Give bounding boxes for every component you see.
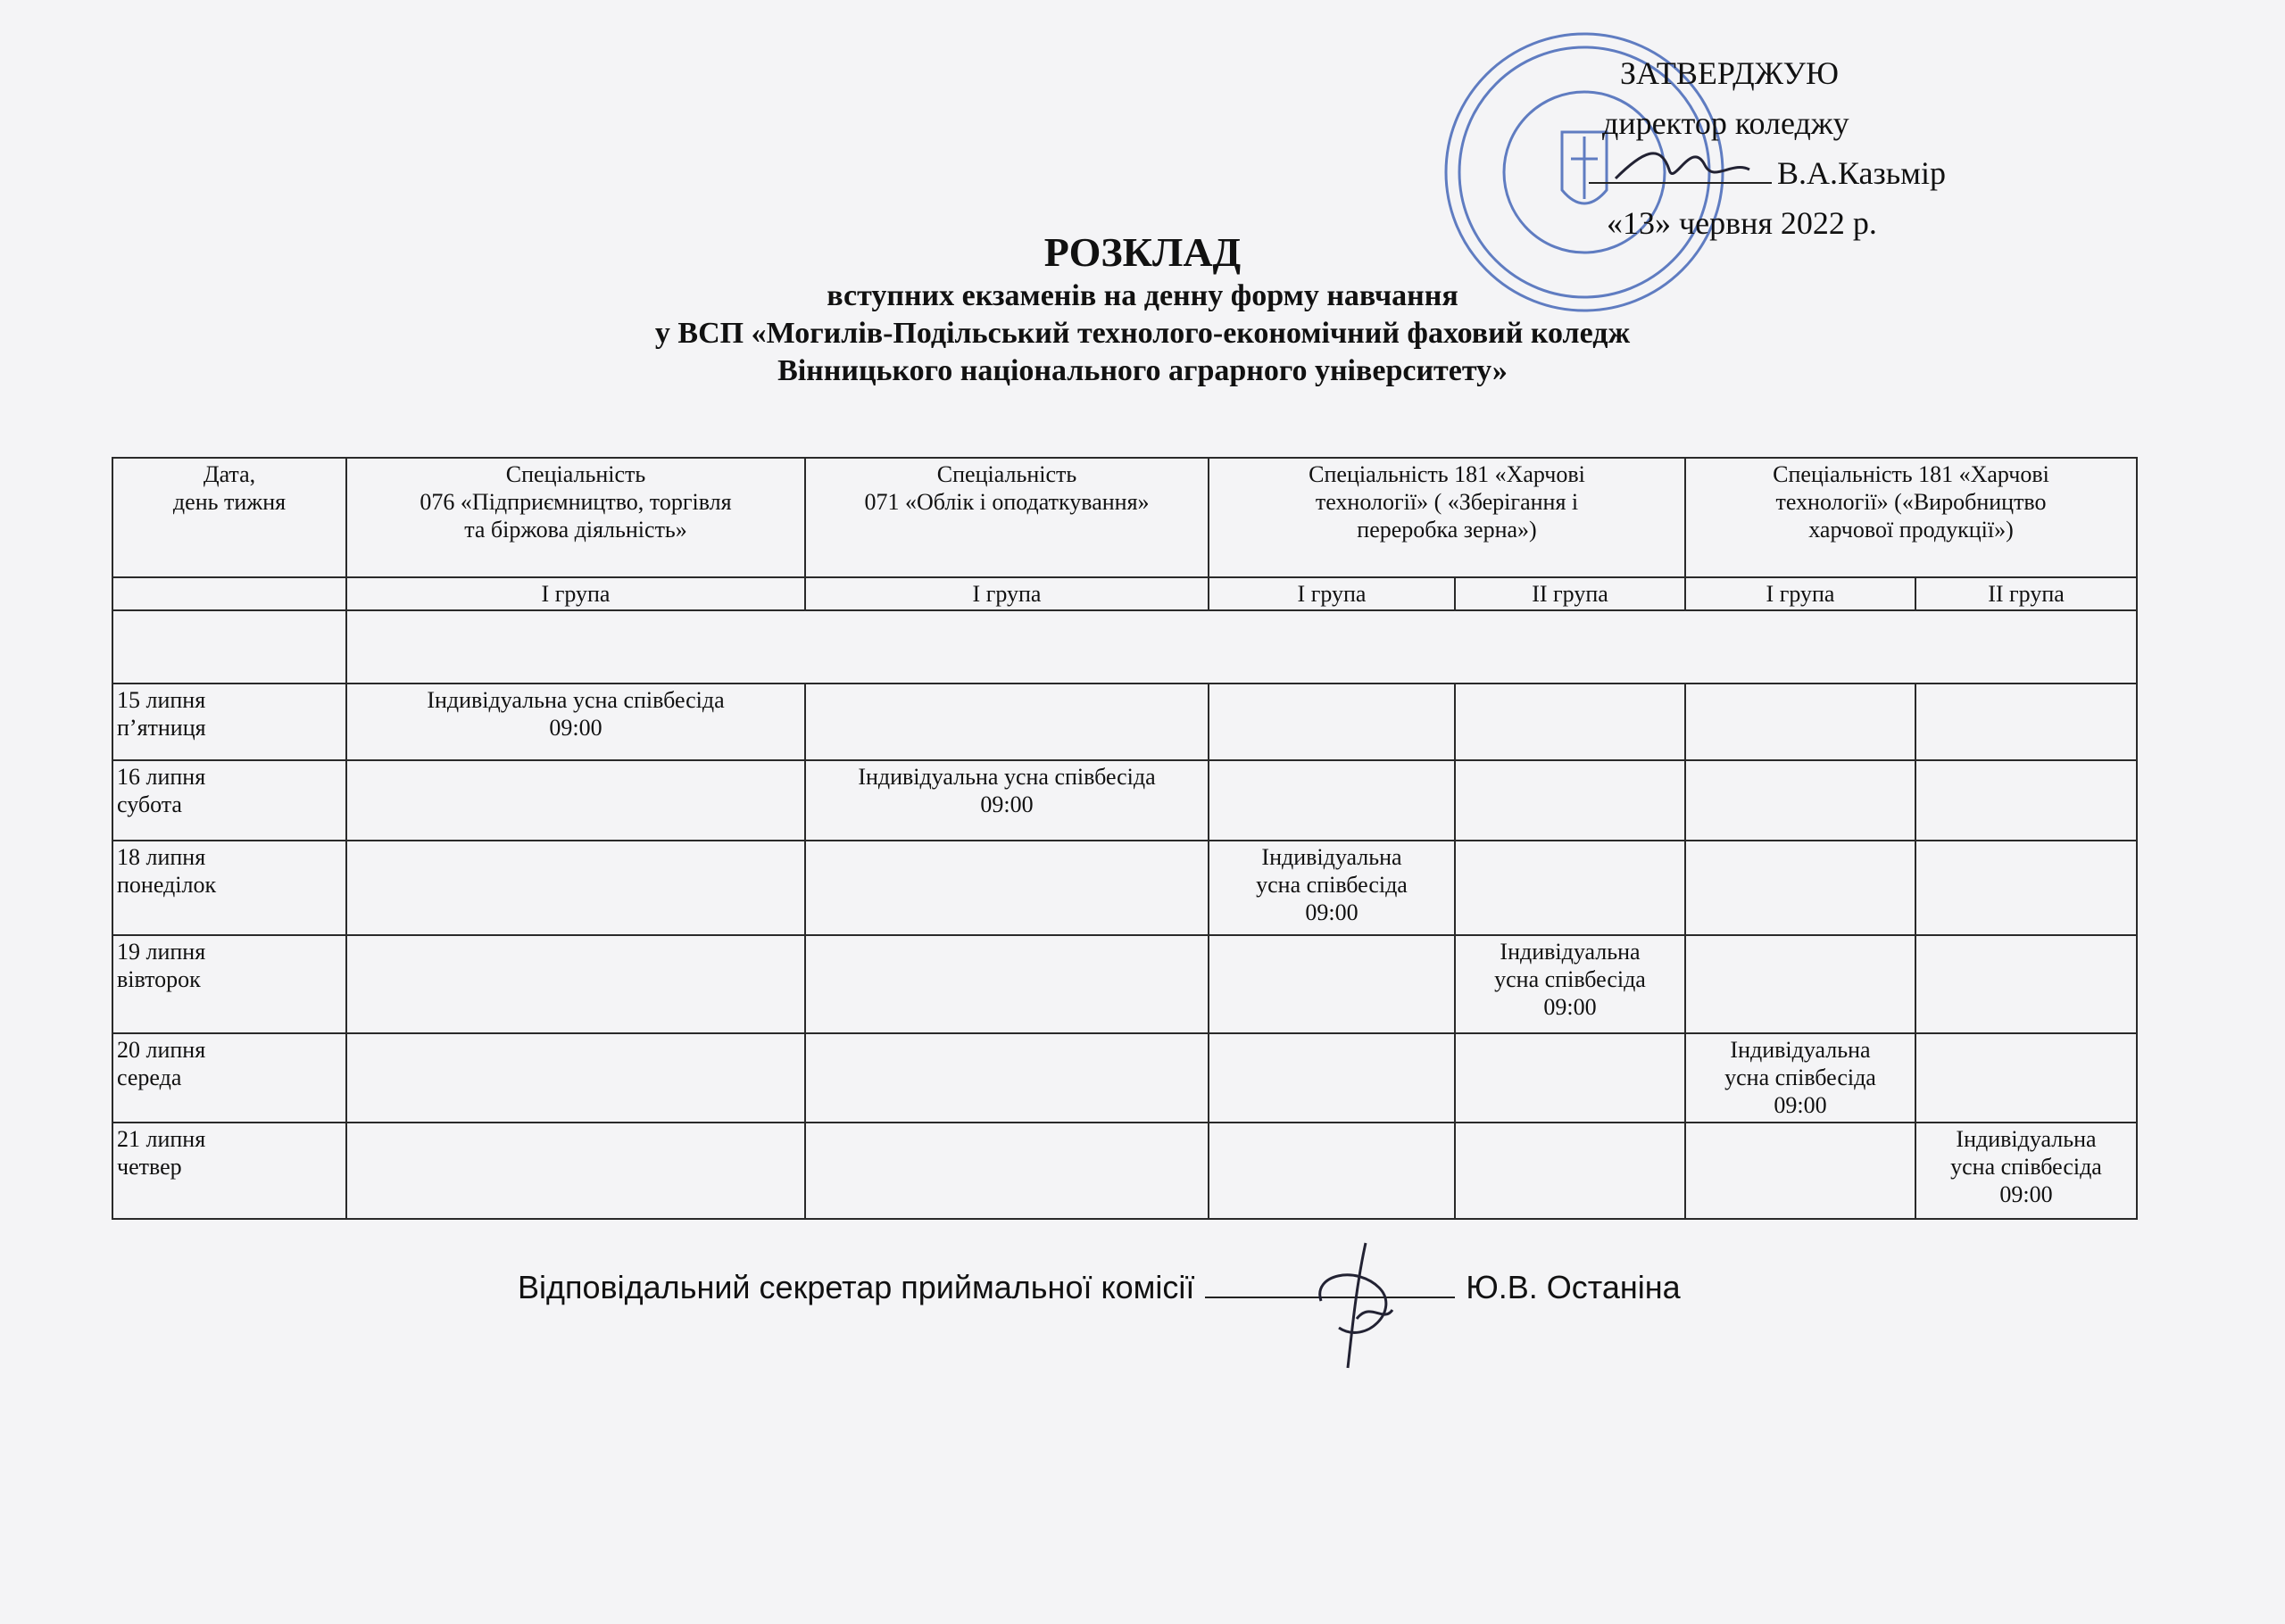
header-date [112, 458, 346, 577]
empty-cell [1455, 841, 1685, 935]
group-cell: I група [805, 577, 1209, 610]
date-cell [112, 1033, 346, 1123]
header-specialty-071 [805, 458, 1209, 577]
exam-text: усна співбесіда [1724, 1065, 1876, 1090]
empty-cell [346, 841, 805, 935]
empty-cell [1209, 1123, 1455, 1219]
date-cell [112, 684, 346, 760]
date-text: 15 липня [117, 687, 206, 713]
empty-cell [1455, 1033, 1685, 1123]
title-line-3: Вінницького національного аграрного університету» [777, 354, 1508, 387]
empty-cell [1685, 935, 1915, 1033]
title-line-1: вступних екзаменів на денну форму навчання [827, 279, 1458, 312]
table-row [112, 1123, 2137, 1219]
header-text: технології» ( «Зберігання і [1315, 489, 1579, 515]
schedule-rows [112, 684, 2137, 1219]
exam-text: 09:00 [980, 791, 1034, 817]
empty-cell [1209, 684, 1455, 760]
empty-cell [346, 760, 805, 841]
weekday-text: субота [117, 791, 182, 817]
group-empty [112, 577, 346, 610]
empty-cell [1455, 684, 1685, 760]
empty-cell [1209, 935, 1455, 1033]
header-text: день тижня [172, 489, 287, 515]
exam-cell [805, 760, 1209, 841]
exam-text: Індивідуальна [1730, 1037, 1871, 1063]
exam-cell [1209, 841, 1455, 935]
header-text: 076 «Підприємництво, торгівля [420, 489, 732, 515]
group-cell: I група [1685, 577, 1915, 610]
header-text: Спеціальність [505, 461, 646, 487]
group-cell: I група [1209, 577, 1455, 610]
blank-cell [346, 610, 2137, 684]
empty-cell [1685, 684, 1915, 760]
empty-cell [1915, 935, 2137, 1033]
empty-cell [1915, 760, 2137, 841]
exam-text: 09:00 [1999, 1181, 2053, 1207]
table-row [112, 841, 2137, 935]
weekday-text: вівторок [117, 966, 201, 992]
date-text: 21 липня [117, 1126, 206, 1152]
date-text: 20 липня [117, 1037, 206, 1063]
group-row [112, 577, 2137, 610]
empty-cell [346, 1033, 805, 1123]
header-specialty-181-food [1685, 458, 2137, 577]
exam-cell [346, 684, 805, 760]
title-line-2: у ВСП «Могилів-Подільський технолого-економічний фаховий коледж [654, 317, 1631, 350]
footer-role: Відповідальний секретар приймальної комісії [518, 1269, 1195, 1305]
date-cell [112, 1123, 346, 1219]
header-text: Дата, [203, 461, 256, 487]
empty-cell [1685, 760, 1915, 841]
header-text: Спеціальність 181 «Харчові [1309, 461, 1585, 487]
empty-cell [805, 1033, 1209, 1123]
title-main: РОЗКЛАД [1043, 229, 1242, 275]
header-specialty-076 [346, 458, 805, 577]
exam-text: Індивідуальна [1956, 1126, 2097, 1152]
date-cell [112, 760, 346, 841]
empty-cell [1915, 1033, 2137, 1123]
exam-text: 09:00 [549, 715, 602, 741]
weekday-text: понеділок [117, 872, 217, 898]
weekday-text: середа [117, 1065, 182, 1090]
date-cell [112, 935, 346, 1033]
empty-cell [346, 1123, 805, 1219]
exam-text: Індивідуальна усна співбесіда [427, 687, 725, 713]
empty-cell [805, 684, 1209, 760]
table-row [112, 684, 2137, 760]
exam-cell [1455, 935, 1685, 1033]
header-text: Спеціальність [936, 461, 1077, 487]
exam-text: Індивідуальна усна співбесіда [858, 764, 1156, 790]
header-text: 071 «Облік і оподаткування» [864, 489, 1150, 515]
approval-name: В.А.Казьмір [1777, 155, 1946, 191]
group-cell: II група [1915, 577, 2137, 610]
empty-cell [1455, 760, 1685, 841]
blank-cell [112, 610, 346, 684]
exam-text: 09:00 [1305, 899, 1359, 925]
empty-cell [1915, 841, 2137, 935]
date-cell [112, 841, 346, 935]
empty-cell [805, 841, 1209, 935]
header-text: Спеціальність 181 «Харчові [1773, 461, 2049, 487]
group-cell: I група [346, 577, 805, 610]
empty-cell [1209, 760, 1455, 841]
empty-cell [1209, 1033, 1455, 1123]
table-row [112, 760, 2137, 841]
exam-text: усна співбесіда [1256, 872, 1408, 898]
empty-cell [805, 935, 1209, 1033]
weekday-text: четвер [117, 1154, 182, 1180]
secretary-signature [1303, 1239, 1419, 1372]
exam-cell [1685, 1033, 1915, 1123]
approval-position: директор коледжу [1602, 105, 1849, 141]
date-text: 16 липня [117, 764, 206, 790]
exam-text: 09:00 [1543, 994, 1597, 1020]
approval-heading: ЗАТВЕРДЖУЮ [1620, 55, 1839, 91]
footer-name: Ю.В. Останіна [1466, 1269, 1681, 1305]
document-title [0, 228, 2285, 390]
date-text: 19 липня [117, 939, 206, 965]
exam-text: Індивідуальна [1500, 939, 1641, 965]
weekday-text: п’ятниця [117, 715, 206, 741]
header-specialty-181-grain [1209, 458, 1685, 577]
empty-cell [1915, 684, 2137, 760]
date-text: 18 липня [117, 844, 206, 870]
empty-cell [1685, 1123, 1915, 1219]
exam-schedule-table [112, 457, 2138, 1220]
exam-text: усна співбесіда [1494, 966, 1646, 992]
header-text: харчової продукції») [1808, 517, 2014, 543]
table-row [112, 935, 2137, 1033]
empty-cell [346, 935, 805, 1033]
header-text: переробка зерна») [1357, 517, 1537, 543]
exam-text: Індивідуальна [1261, 844, 1402, 870]
header-text: технології» («Виробництво [1775, 489, 2047, 515]
empty-cell [805, 1123, 1209, 1219]
exam-text: 09:00 [1774, 1092, 1827, 1118]
director-signature [1607, 134, 1758, 196]
header-text: та біржова діяльність» [464, 517, 687, 543]
exam-text: усна співбесіда [1950, 1154, 2102, 1180]
empty-cell [1685, 841, 1915, 935]
group-cell: II група [1455, 577, 1685, 610]
empty-cell [1455, 1123, 1685, 1219]
footer-signature [518, 1269, 1681, 1306]
approval-date: «13» червня 2022 р. [1607, 205, 1877, 241]
header-row [112, 458, 2137, 577]
blank-row [112, 610, 2137, 684]
exam-cell [1915, 1123, 2137, 1219]
table-row [112, 1033, 2137, 1123]
